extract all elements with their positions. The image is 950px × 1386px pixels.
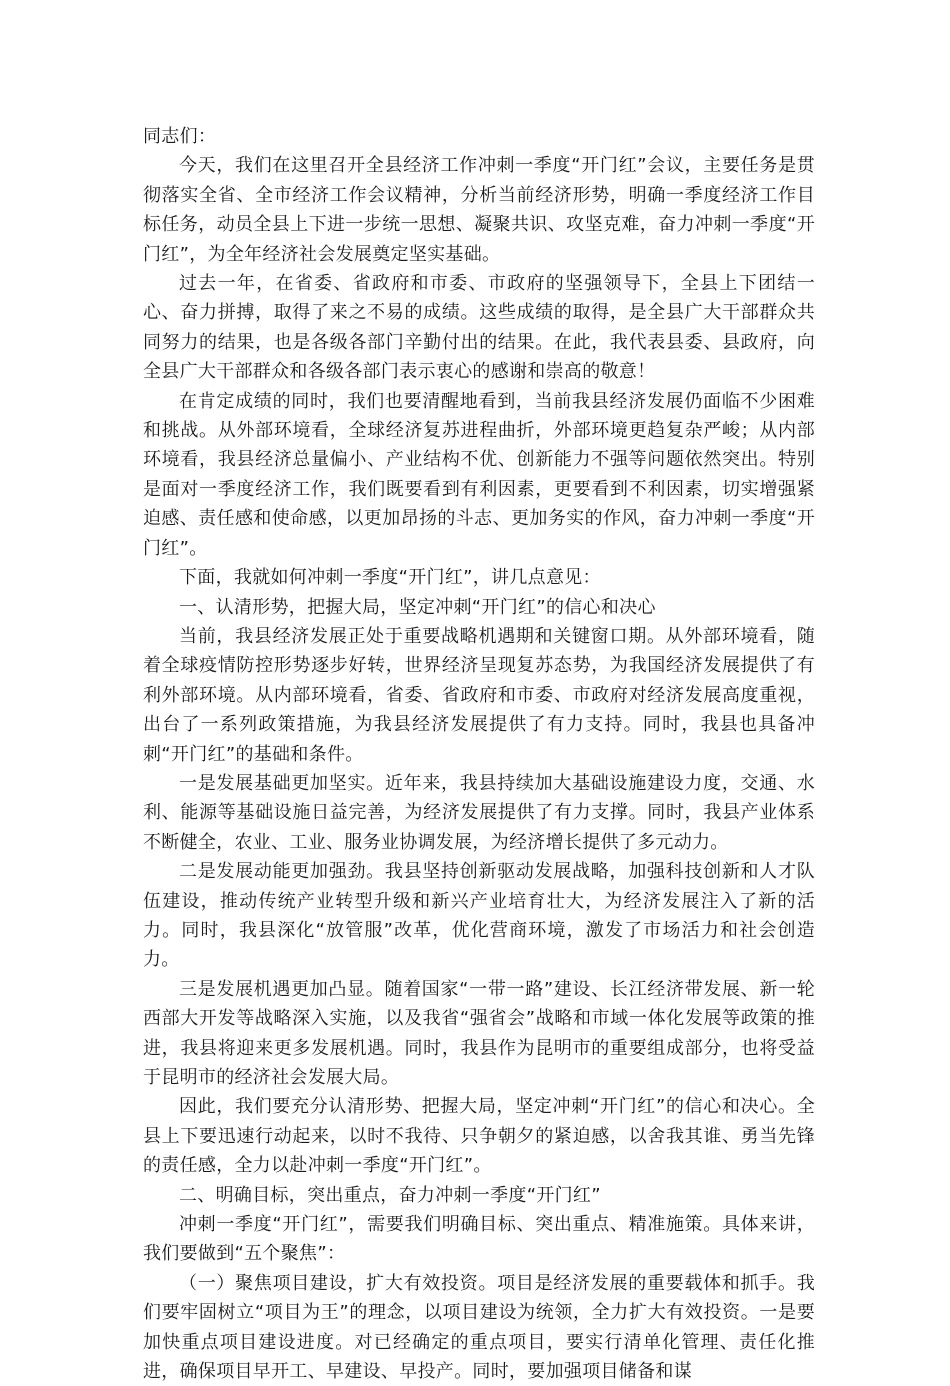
section-heading: 一、认清形势，把握大局，坚定冲刺“开门红”的信心和决心 [179,596,656,618]
paragraph: 今天，我们在这里召开全县经济工作冲刺一季度“开门红”会议，主要任务是贯彻落实全省、全市经济工作会议精神，分析当前经济形势，明确一季度经济工作目标任务，动员全县上下进一步统一思想、凝聚共识、攻坚克难，奋力冲刺一季度“开门红”，为全年经济社会发展奠定坚实基础。 [143,155,815,265]
paragraph: 在肯定成绩的同时，我们也要清醒地看到，当前我县经济发展仍面临不少困难和挑战。从外部环境看，全球经济复苏进程曲折，外部环境更趋复杂严峻；从内部环境看，我县经济总量偏小、产业结构不优、创新能力不强等问题依然突出。特别是面对一季度经济工作，我们既要看到有利因素，更要看到不利因素，切实增强紧迫感、责任感和使命感，以更加昂扬的斗志、更加务实的作风，奋力冲刺一季度“开门红”。 [143,390,815,559]
document-page [143,122,815,1383]
section-heading: 二、明确目标，突出重点，奋力冲刺一季度“开门红” [179,1184,601,1206]
paragraph: （一）聚焦项目建设，扩大有效投资。项目是经济发展的重要载体和抓手。我们要牢固树立“项目为王”的理念，以项目建设为统领，全力扩大有效投资。一是要加快重点项目建设进度。对已经确定的重点项目，要实行清单化管理、责任化推进，确保项目早开工、早建设、早投产。同时，要加强项目储备和谋 [143,1272,815,1383]
paragraph: 因此，我们要充分认清形势、把握大局，坚定冲刺“开门红”的信心和决心。全县上下要迅速行动起来，以时不我待、只争朝夕的紧迫感，以舍我其谁、勇当先锋的责任感，全力以赴冲刺一季度“开门红”。 [143,1096,815,1177]
salutation: 同志们： [143,126,217,147]
paragraph: 下面，我就如何冲刺一季度“开门红”，讲几点意见： [179,567,601,589]
paragraph: 二是发展动能更加强劲。我县坚持创新驱动发展战略，加强科技创新和人才队伍建设，推动传统产业转型升级和新兴产业培育壮大，为经济发展注入了新的活力。同时，我县深化“放管服”改革，优化营商环境，激发了市场活力和社会创造力。 [143,861,815,971]
paragraph: 过去一年，在省委、省政府和市委、市政府的坚强领导下，全县上下团结一心、奋力拼搏，取得了来之不易的成绩。这些成绩的取得，是全县广大干部群众共同努力的结果，也是各级各部门辛勤付出的结果。在此，我代表县委、县政府，向全县广大干部群众和各级各部门表示衷心的感谢和崇高的敬意！ [143,273,815,383]
paragraph: 三是发展机遇更加凸显。随着国家“一带一路”建设、长江经济带发展、新一轮西部大开发等战略深入实施，以及我省“强省会”战略和市域一体化发展等政策的推进，我县将迎来更多发展机遇。同时，我县作为昆明市的重要组成部分，也将受益于昆明市的经济社会发展大局。 [143,978,815,1088]
paragraph: 当前，我县经济发展正处于重要战略机遇期和关键窗口期。从外部环境看，随着全球疫情防控形势逐步好转，世界经济呈现复苏态势，为我国经济发展提供了有利外部环境。从内部环境看，省委、省政府和市委、市政府对经济发展高度重视，出台了一系列政策措施，为我县经济发展提供了有力支持。同时，我县也具备冲刺“开门红”的基础和条件。 [143,625,815,765]
paragraph: 冲刺一季度“开门红”，需要我们明确目标、突出重点、精准施策。具体来讲，我们要做到“五个聚焦”： [143,1214,815,1265]
paragraph: 一是发展基础更加坚实。近年来，我县持续加大基础设施建设力度，交通、水利、能源等基础设施日益完善，为经济发展提供了有力支撑。同时，我县产业体系不断健全，农业、工业、服务业协调发展，为经济增长提供了多元动力。 [143,772,815,853]
